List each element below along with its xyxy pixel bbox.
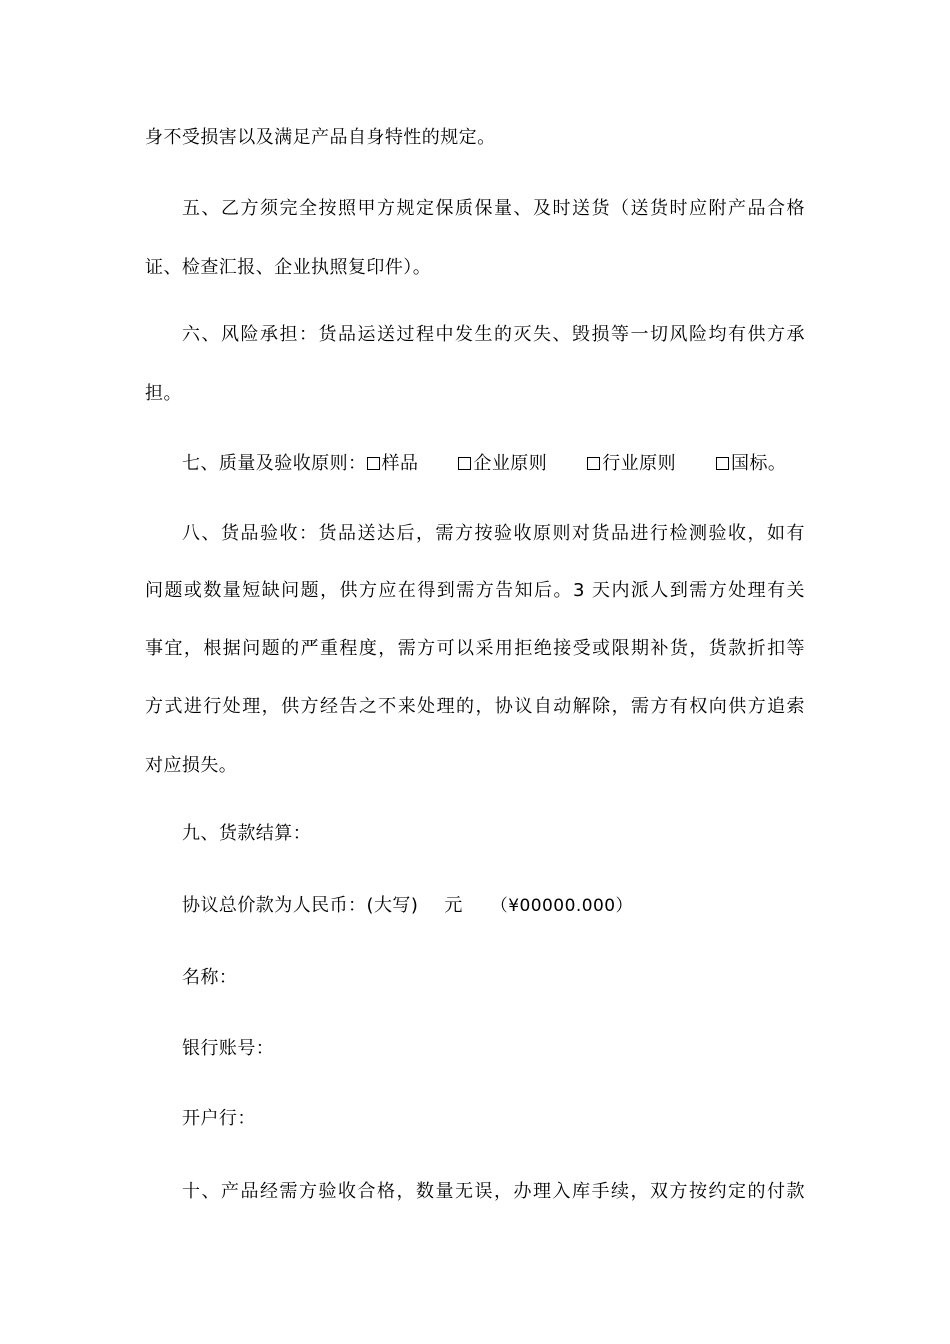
clause-8-line-2: 问题或数量短缺问题，供方应在得到需方告知后。3 天内派人到需方处理有关: [145, 580, 805, 601]
clause-7-quality-principles: [182, 452, 805, 476]
checkbox-icon[interactable]: [458, 457, 471, 470]
checkbox-icon[interactable]: [716, 457, 729, 470]
clause-8-line-4: 方式进行处理，供方经告之不来处理的，协议自动解除，需方有权向供方追索: [145, 696, 805, 717]
clause-6-line-2: 担。: [145, 383, 182, 404]
paragraph-line: 身不受损害以及满足产品自身特性的规定。: [145, 127, 496, 148]
option-sample[interactable]: 样品: [367, 452, 419, 476]
checkbox-icon[interactable]: [587, 457, 600, 470]
name-field-label: 名称：: [182, 967, 238, 988]
clause-8-line-3: 事宜，根据问题的严重程度，需方可以采用拒绝接受或限期补货，货款折扣等: [145, 638, 805, 659]
clause-10-line-1: 十、产品经需方验收合格，数量无误，办理入库手续，双方按约定的付款: [182, 1181, 805, 1202]
clause-6-line-1: 六、风险承担：货品运送过程中发生的灭失、毁损等一切风险均有供方承: [182, 324, 805, 345]
option-national[interactable]: 国标。: [716, 452, 786, 476]
option-enterprise[interactable]: 企业原则: [458, 452, 547, 476]
checkbox-icon[interactable]: [367, 457, 380, 470]
option-industry[interactable]: 行业原则: [587, 452, 676, 476]
price-amount: （¥00000.000）: [490, 896, 633, 916]
clause-5-line-2: 证、检查汇报、企业执照复印件）。: [145, 257, 432, 278]
clause-8-line-1: 八、货品验收：货品送达后，需方按验收原则对货品进行检测验收，如有: [182, 523, 805, 544]
clause-8-line-5: 对应损失。: [145, 755, 238, 776]
price-unit: 元: [444, 895, 463, 916]
bank-field-label: 开户行：: [182, 1108, 256, 1129]
price-label: 协议总价款为人民币：(大写): [182, 895, 419, 916]
bank-account-field-label: 银行账号：: [182, 1038, 275, 1059]
clause-5-line-1: 五、乙方须完全按照甲方规定保质保量、及时送货（送货时应附产品合格: [182, 198, 805, 219]
clause-7-label: 七、质量及验收原则：: [182, 453, 367, 474]
clause-9-title: 九、货款结算：: [182, 823, 312, 844]
total-price-line: [182, 894, 805, 918]
